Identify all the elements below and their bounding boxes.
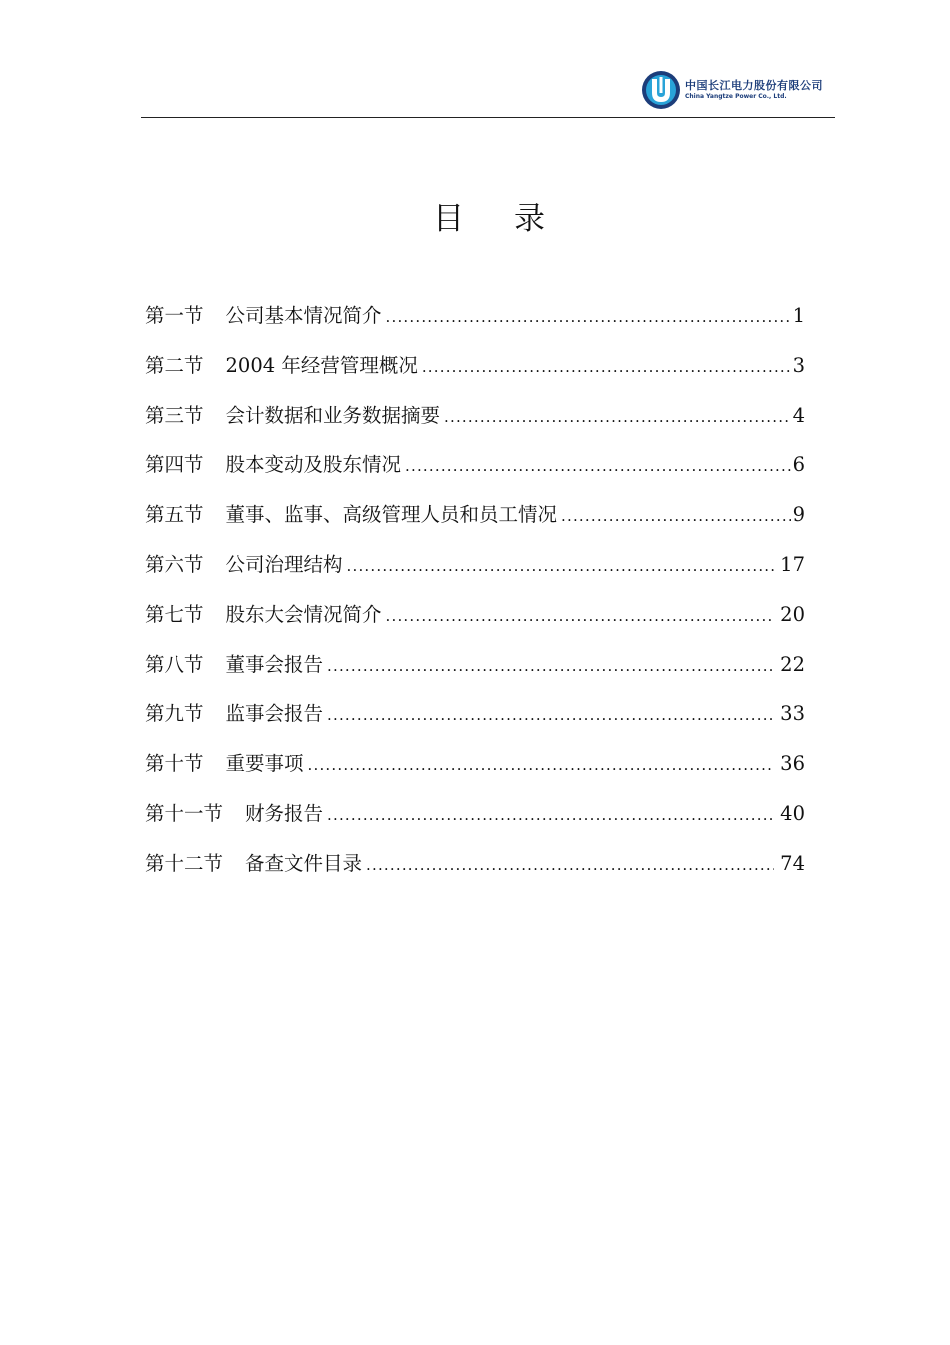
toc-leader [386, 308, 791, 326]
toc-entry-2[interactable] [145, 350, 805, 400]
toc-entry-11[interactable] [145, 798, 805, 848]
toc-section: 第六节 [145, 552, 204, 576]
toc-section: 第三节 [145, 403, 204, 427]
company-logo [641, 70, 823, 110]
toc-entry-7[interactable] [145, 599, 805, 649]
toc-leader [386, 607, 775, 625]
toc-section: 第八节 [145, 652, 204, 676]
toc-entry-10[interactable] [145, 748, 805, 798]
toc-leader [327, 657, 774, 675]
toc-title: 董事、监事、高级管理人员和员工情况 [225, 503, 558, 527]
toc-page: 22 [780, 652, 805, 676]
toc-entry-6[interactable] [145, 549, 805, 599]
toc-title: 财务报告 [245, 801, 324, 825]
toc-page: 6 [792, 453, 805, 477]
toc-page: 74 [780, 851, 805, 875]
table-of-contents [145, 300, 805, 898]
toc-entry-5[interactable] [145, 499, 805, 549]
title-char-1: 目 [433, 201, 466, 237]
toc-section: 第十二节 [145, 851, 224, 875]
toc-title: 股本变动及股东情况 [225, 453, 402, 477]
toc-section: 第十一节 [145, 801, 224, 825]
toc-section: 第七节 [145, 602, 204, 626]
toc-page: 40 [780, 801, 805, 825]
toc-leader [327, 706, 774, 724]
toc-leader [561, 507, 791, 525]
cyp-logo-icon [641, 70, 681, 110]
toc-title: 2004 年经营管理概况 [225, 353, 418, 377]
toc-page: 9 [792, 503, 805, 527]
toc-section: 第四节 [145, 453, 204, 477]
page-title [0, 193, 950, 238]
toc-title: 公司基本情况简介 [225, 304, 382, 327]
toc-title: 公司治理结构 [225, 552, 343, 576]
header-divider [141, 117, 835, 118]
toc-entry-1[interactable] [145, 300, 805, 350]
toc-section: 第一节 [145, 304, 204, 327]
toc-leader [422, 358, 791, 376]
toc-section: 第二节 [145, 353, 204, 377]
toc-leader [308, 756, 775, 774]
toc-entry-12[interactable] [145, 848, 805, 898]
company-name-cn: 中国长江电力股份有限公司 [685, 79, 823, 92]
toc-page: 36 [780, 752, 805, 776]
toc-entry-9[interactable] [145, 698, 805, 748]
toc-page: 1 [792, 304, 805, 327]
toc-leader [366, 856, 774, 874]
toc-leader [444, 408, 791, 426]
toc-page: 20 [780, 602, 805, 626]
toc-entry-3[interactable] [145, 400, 805, 450]
toc-title: 会计数据和业务数据摘要 [225, 403, 441, 427]
toc-section: 第十节 [145, 752, 204, 776]
toc-page: 17 [780, 552, 805, 576]
toc-title: 股东大会情况简介 [225, 602, 382, 626]
toc-title: 重要事项 [225, 752, 304, 776]
toc-title: 备查文件目录 [245, 851, 363, 875]
toc-leader [327, 806, 774, 824]
toc-title: 董事会报告 [225, 652, 324, 676]
toc-page: 3 [792, 353, 805, 377]
toc-title: 监事会报告 [225, 702, 324, 726]
toc-leader [347, 557, 775, 575]
toc-entry-4[interactable] [145, 449, 805, 499]
company-name-en: China Yangtze Power Co., Ltd. [685, 93, 787, 100]
toc-leader [405, 457, 791, 475]
toc-entry-8[interactable] [145, 649, 805, 699]
toc-section: 第五节 [145, 503, 204, 527]
title-char-2: 录 [514, 201, 547, 237]
toc-page: 33 [780, 702, 805, 726]
toc-section: 第九节 [145, 702, 204, 726]
toc-page: 4 [792, 403, 805, 427]
page-header [141, 60, 835, 118]
